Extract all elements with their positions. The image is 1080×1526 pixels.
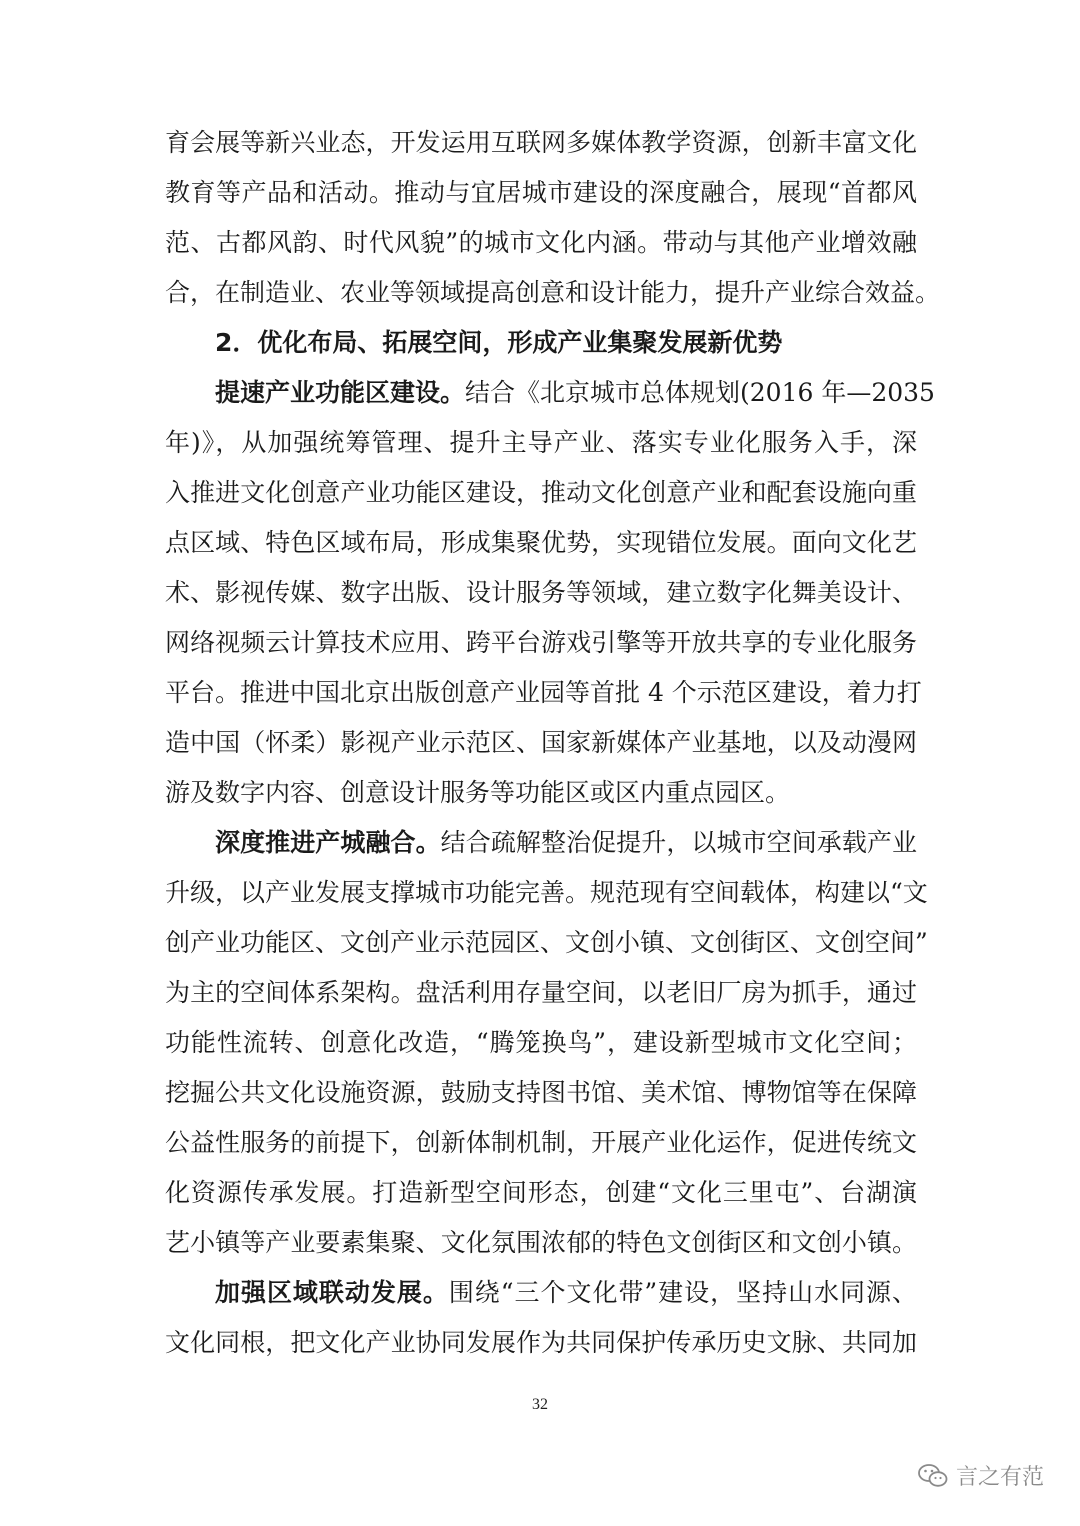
text-run: 结合《北京城市总体规划(2016 年—2035	[465, 378, 935, 407]
paragraph-lead: 提速产业功能区建设。	[215, 378, 466, 407]
page-number: 32	[532, 1396, 548, 1413]
text-line: 创产业功能区、文创产业示范园区、文创小镇、文创街区、文创空间”	[165, 928, 928, 957]
watermark-text: 言之有范	[955, 1465, 1044, 1490]
text-line: 公益性服务的前提下，创新体制机制，开展产业化运作，促进传统文	[165, 1128, 917, 1157]
text-line: 平台。推进中国北京出版创意产业园等首批 4 个示范区建设，着力打	[165, 678, 922, 707]
document-page	[165, 118, 941, 1368]
paragraph-2	[165, 368, 935, 818]
text-line: 教育等产品和活动。推动与宜居城市建设的深度融合，展现“首都风	[165, 178, 917, 207]
text-line	[165, 1268, 917, 1318]
paragraph-lead: 加强区域联动发展。	[215, 1278, 449, 1307]
text-line: 升级，以产业发展支撑城市功能完善。规范现有空间载体，构建以“文	[165, 878, 928, 907]
paragraph-lead: 深度推进产城融合。	[215, 828, 441, 857]
text-line: 点区域、特色区域布局，形成集聚优势，实现错位发展。面向文化艺	[165, 528, 917, 557]
text-line: 艺小镇等产业要素集聚、文化氛围浓郁的特色文创街区和文创小镇。	[165, 1228, 917, 1257]
paragraph-4	[165, 1268, 917, 1368]
text-line: 造中国（怀柔）影视产业示范区、国家新媒体产业基地，以及动漫网	[165, 728, 917, 757]
text-line: 为主的空间体系架构。盘活利用存量空间，以老旧厂房为抓手，通过	[165, 978, 917, 1007]
section-heading: 2．优化布局、拓展空间，形成产业集聚发展新优势	[215, 328, 783, 357]
text-run: 围绕“三个文化带”建设，坚持山水同源、	[448, 1278, 917, 1307]
wechat-icon	[918, 1463, 948, 1489]
text-run: 结合疏解整治促提升，以城市空间承载产业	[440, 828, 917, 857]
text-line: 术、影视传媒、数字出版、设计服务等领域，建立数字化舞美设计、	[165, 578, 917, 607]
paragraph-3	[165, 818, 928, 1268]
text-line: 功能性流转、创意化改造，“腾笼换鸟”，建设新型城市文化空间；	[165, 1028, 917, 1057]
text-line: 文化同根，把文化产业协同发展作为共同保护传承历史文脉、共同加	[165, 1328, 917, 1357]
watermark	[918, 1460, 1044, 1491]
text-line: 育会展等新兴业态，开发运用互联网多媒体教学资源，创新丰富文化	[165, 128, 917, 157]
text-line: 入推进文化创意产业功能区建设，推动文化创意产业和配套设施向重	[165, 478, 917, 507]
text-line: 范、古都风韵、时代风貌”的城市文化内涵。带动与其他产业增效融	[165, 228, 917, 257]
text-line: 挖掘公共文化设施资源，鼓励支持图书馆、美术馆、博物馆等在保障	[165, 1078, 917, 1107]
text-line: 年)》，从加强统筹管理、提升主导产业、落实专业化服务入手，深	[165, 428, 917, 457]
paragraph-1	[165, 118, 941, 318]
text-line	[165, 818, 917, 868]
text-line: 化资源传承发展。打造新型空间形态，创建“文化三里屯”、台湖演	[165, 1178, 917, 1207]
text-line: 网络视频云计算技术应用、跨平台游戏引擎等开放共享的专业化服务	[165, 628, 917, 657]
text-line	[165, 368, 935, 418]
text-line: 合，在制造业、农业等领域提高创意和设计能力，提升产业综合效益。	[165, 278, 941, 307]
text-line: 游及数字内容、创意设计服务等功能区或区内重点园区。	[165, 778, 791, 807]
